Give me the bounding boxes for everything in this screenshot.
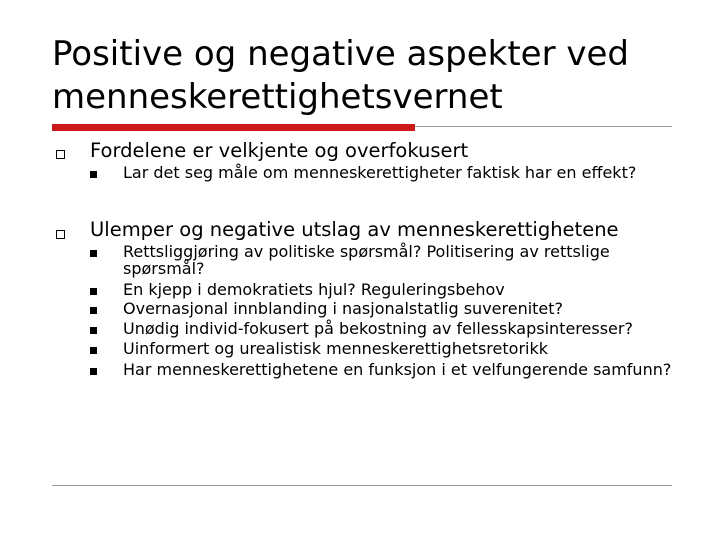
list-item: Lar det seg måle om menneskerettigheter faktisk har en effekt?	[123, 163, 637, 182]
section-heading-advantages: Fordelene er velkjente og overfokusert	[90, 139, 469, 162]
footer-divider	[52, 485, 672, 486]
section-heading-disadvantages: Ulemper og negative utslag av menneskerettighetene	[90, 218, 619, 241]
list-item: Rettsliggjøring av politiske spørsmål? Politisering av rettslige spørsmål?	[123, 242, 610, 278]
filled-square-bullet-icon	[90, 171, 97, 178]
list-item: Unødig individ-fokusert på bekostning av fellesskapsinteresser?	[123, 319, 633, 338]
hollow-square-bullet-icon	[56, 150, 65, 159]
filled-square-bullet-icon	[90, 288, 97, 295]
list-item: Har menneskerettighetene en funksjon i et velfungerende samfunn?	[123, 360, 672, 379]
filled-square-bullet-icon	[90, 307, 97, 314]
list-item: En kjepp i demokratiets hjul? Reguleringsbehov	[123, 280, 505, 299]
slide-title: Positive og negative aspekter ved menneskerettighetsvernet	[52, 34, 629, 117]
list-item: Uinformert og urealistisk menneskerettighetsretorikk	[123, 339, 548, 358]
filled-square-bullet-icon	[90, 250, 97, 257]
filled-square-bullet-icon	[90, 327, 97, 334]
filled-square-bullet-icon	[90, 347, 97, 354]
list-item: Overnasjonal innblanding i nasjonalstatlig suverenitet?	[123, 299, 564, 318]
hollow-square-bullet-icon	[56, 230, 65, 239]
filled-square-bullet-icon	[90, 368, 97, 375]
